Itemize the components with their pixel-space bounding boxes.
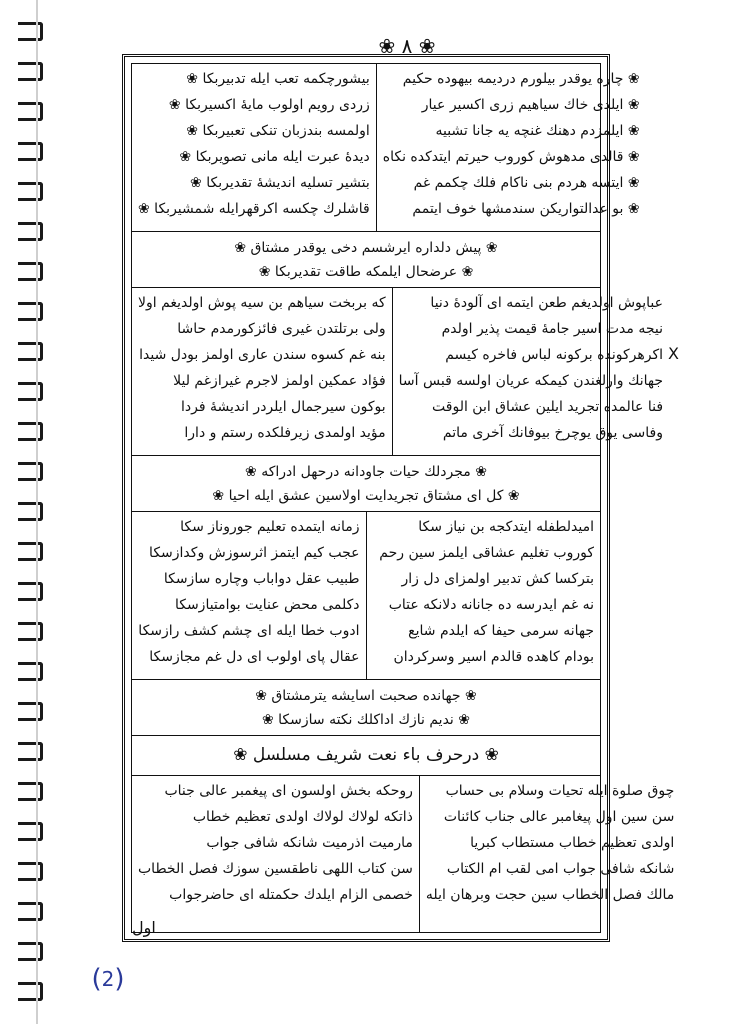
binding-ring bbox=[18, 902, 43, 921]
paren-close: ) bbox=[114, 964, 125, 994]
binding-ring bbox=[18, 942, 43, 961]
verse-line: نه غم ایدرسه ده جانانه دلانکه عتاب bbox=[388, 597, 594, 613]
page-number: ❀ ٨ ❀ bbox=[378, 34, 436, 58]
verse-line: جهانه سرمی حیفا که ایلدم شایع bbox=[408, 623, 594, 639]
verse-line: بتشیر تسلیه اندیشهٔ تقدیربکا ❀ bbox=[190, 175, 370, 191]
verse-line: عجب کیم ایتمز اثرسوزش وکدازسکا bbox=[149, 545, 360, 561]
verse-line: دیدهٔ عبرت ایله مانی تصویربکا ❀ bbox=[179, 149, 370, 165]
verse-line: بترکسا کش تدبیر اولمزای دل زار bbox=[401, 571, 594, 587]
stanza-1 bbox=[132, 64, 640, 232]
verse-line: فنا عالمده تجرید ایلین عشاق ابن الوقت bbox=[432, 399, 664, 415]
section-heading bbox=[132, 736, 600, 776]
verse-line: بنه غم کسوه سندن عاری اولمز بودل شیدا bbox=[139, 347, 386, 363]
verse-line: ❀ بو عدالتواریکن سندمشها خوف ایتمم bbox=[412, 201, 640, 217]
verse-line: جهانك وارلغندن کیمکه عریان اولسه قبس آسا bbox=[398, 373, 664, 389]
binding-ring bbox=[18, 782, 43, 801]
binding-ring bbox=[18, 22, 43, 41]
verse-line: امیدلطفله ایتدکجه بن نیاز سکا bbox=[418, 519, 594, 535]
verse-line: زردی رویم اولوب مایهٔ اکسیربکا ❀ bbox=[168, 97, 370, 113]
verse-line: سن سین اول پیغامبر عالی جناب کائنات bbox=[443, 809, 675, 825]
verse-line: سن کتاب اللهی ناطقسین سوزك فصل الخطاب bbox=[138, 861, 413, 877]
binding-ring bbox=[18, 422, 43, 441]
binding-ring bbox=[18, 302, 43, 321]
verse-line: ادوب خطا ایله ای چشم کشف رازسکا bbox=[138, 623, 360, 639]
couplet-line: ❀ جهانده صحبت اسایشه یترمشتاق ❀ bbox=[255, 688, 477, 704]
text-frame-inner bbox=[131, 63, 675, 933]
couplet-3 bbox=[132, 680, 600, 736]
stanza-2-left-column bbox=[132, 288, 392, 455]
binding-ring bbox=[18, 142, 43, 161]
verse-line: زمانه ایتمده تعلیم جوروناز سکا bbox=[180, 519, 360, 535]
verse-line: ❀ ایلمزدم دهنك غنچه یه جانا تشبیه bbox=[435, 123, 640, 139]
verse-line: بودام کاهده قالدم اسیر وسرکردان bbox=[393, 649, 594, 665]
binding-ring bbox=[18, 222, 43, 241]
binding-ring bbox=[18, 382, 43, 401]
verse-line: عقال پای اولوب ای دل غم مجازسکا bbox=[149, 649, 360, 665]
binding-ring bbox=[18, 542, 43, 561]
handwritten-page-number bbox=[86, 962, 130, 996]
stanza-3-left-column bbox=[132, 512, 366, 679]
binding-ring bbox=[18, 182, 43, 201]
verse-line: نیجه مدت اسیر جامهٔ قیمت پذیر اولدم bbox=[441, 321, 664, 337]
verse-line: چوق صلوة ایله تحیات وسلام بی حساب bbox=[445, 783, 675, 799]
stanza-4 bbox=[132, 776, 675, 932]
stanza-3-right-column bbox=[366, 512, 601, 679]
handwritten-digit: 2 bbox=[101, 967, 115, 991]
binding-ring bbox=[18, 102, 43, 121]
binding-ring bbox=[18, 342, 43, 361]
stanza-2 bbox=[132, 288, 664, 456]
verse-line: دکلمی محض عنایت بوامتیازسکا bbox=[174, 597, 360, 613]
verse-line: فؤاد عمکین اولمز لاجرم غیرازغم لیلا bbox=[173, 373, 386, 389]
verse-line: اولمسه بندزبان تنکی تعبیربکا ❀ bbox=[186, 123, 370, 139]
stanza-4-right-column bbox=[419, 776, 680, 932]
verse-line: قاشلرك چکسه اکرقهرایله شمشیربکا ❀ bbox=[138, 201, 370, 217]
spiral-binding bbox=[0, 0, 48, 1024]
binding-ring bbox=[18, 822, 43, 841]
couplet-2 bbox=[132, 456, 600, 512]
verse-line: ❀ ایتسه هردم بنی ناکام فلك چکمم غم bbox=[413, 175, 640, 191]
couplet-line: ❀ پیش دلداره ایرشسم دخی یوقدر مشتاق ❀ bbox=[234, 240, 498, 256]
verse-line: مارمیت اذرمیت شانکه شافی جواب bbox=[206, 835, 413, 851]
verse-line: خصمی الزام ایلدك حکمتله ای حاضرجواب bbox=[169, 887, 413, 903]
binding-ring bbox=[18, 862, 43, 881]
verse-line: بوکون سیرجمال ایلردر اندیشهٔ فردا bbox=[180, 399, 386, 415]
paren-open: ( bbox=[91, 964, 102, 994]
verse-line: ولی برتلتدن غیری فائزکورمدم حاشا bbox=[177, 321, 386, 337]
couplet-line: ❀ کل ای مشتاق تجریدایت اولاسین عشق ایله احیا ❀ bbox=[212, 488, 520, 504]
verse-line: اکرهرکونده برکونه لباس فاخره کیسم bbox=[445, 347, 664, 363]
binding-ring bbox=[18, 62, 43, 81]
verse-line: طبیب عقل دواباب وچاره سازسکا bbox=[163, 571, 360, 587]
stanza-1-right-column bbox=[376, 64, 646, 231]
verse-line: اولدی تعظیم خطاب مستطاب کبریا bbox=[470, 835, 675, 851]
verse-line: کوروب تغلیم عشاقی ایلمز سین رحم bbox=[379, 545, 594, 561]
verse-line: مؤید اولمدی زیرفلکده رستم و دارا bbox=[184, 425, 386, 441]
heading-text: ❀ درحرف باء نعت شریف مسلسل ❀ bbox=[233, 745, 499, 765]
verse-line: روحکه بخش اولسون ای پیغمبر عالی جناب bbox=[164, 783, 413, 799]
stanza-2-right-column bbox=[392, 288, 669, 455]
text-frame bbox=[122, 54, 675, 942]
verse-line: شانکه شافی جواب امی لقب ام الکتاب bbox=[446, 861, 675, 877]
verse-line: وفاسی یوق یوچرخ بیوفانك آخری ماتم bbox=[442, 425, 664, 441]
verse-line: ❀ چاره یوقدر بیلورم دردیمه بیهوده حکیم bbox=[402, 71, 640, 87]
binding-ring bbox=[18, 622, 43, 641]
binding-ring bbox=[18, 262, 43, 281]
margin-mark: X bbox=[668, 344, 679, 363]
verse-line: بیشورچکمه تعب ایله تدبیربکا ❀ bbox=[186, 71, 370, 87]
page-edge bbox=[36, 0, 38, 1024]
verse-line: مالك فصل الخطاب سین حجت وبرهان ایله bbox=[425, 887, 675, 903]
binding-ring bbox=[18, 502, 43, 521]
couplet-line: ❀ ندیم نازك اداکلك نکته سازسکا ❀ bbox=[261, 712, 471, 728]
stanza-1-left-column bbox=[132, 64, 376, 231]
verse-line: که بربخت سیاهم بن سیه پوش اولدیغم اولا bbox=[138, 295, 386, 311]
couplet-line: ❀ مجردلك حیات جاودانه درحهل ادراکه ❀ bbox=[245, 464, 487, 480]
verse-line: عباپوش اولدیغم طعن ایتمه ای آلودهٔ دنیا bbox=[430, 295, 664, 311]
couplet-line: ❀ عرضحال ایلمکه طاقت تقدیربکا ❀ bbox=[258, 264, 474, 280]
binding-ring bbox=[18, 742, 43, 761]
verse-line: ذاتکه لولاك لولاك اولدی تعظیم خطاب bbox=[192, 809, 413, 825]
verse-line: ❀ ایلدی خاك سیاهیم زری اکسیر عیار bbox=[421, 97, 640, 113]
binding-ring bbox=[18, 662, 43, 681]
verse-line: ❀ قالدی مدهوش کوروب حیرتم ایتدکده نکاه bbox=[382, 149, 640, 165]
catchword: اول bbox=[132, 918, 156, 937]
binding-ring bbox=[18, 582, 43, 601]
stanza-3 bbox=[132, 512, 600, 680]
stanza-4-left-column bbox=[132, 776, 419, 932]
couplet-1 bbox=[132, 232, 600, 288]
binding-ring bbox=[18, 702, 43, 721]
binding-ring bbox=[18, 982, 43, 1001]
binding-ring bbox=[18, 462, 43, 481]
